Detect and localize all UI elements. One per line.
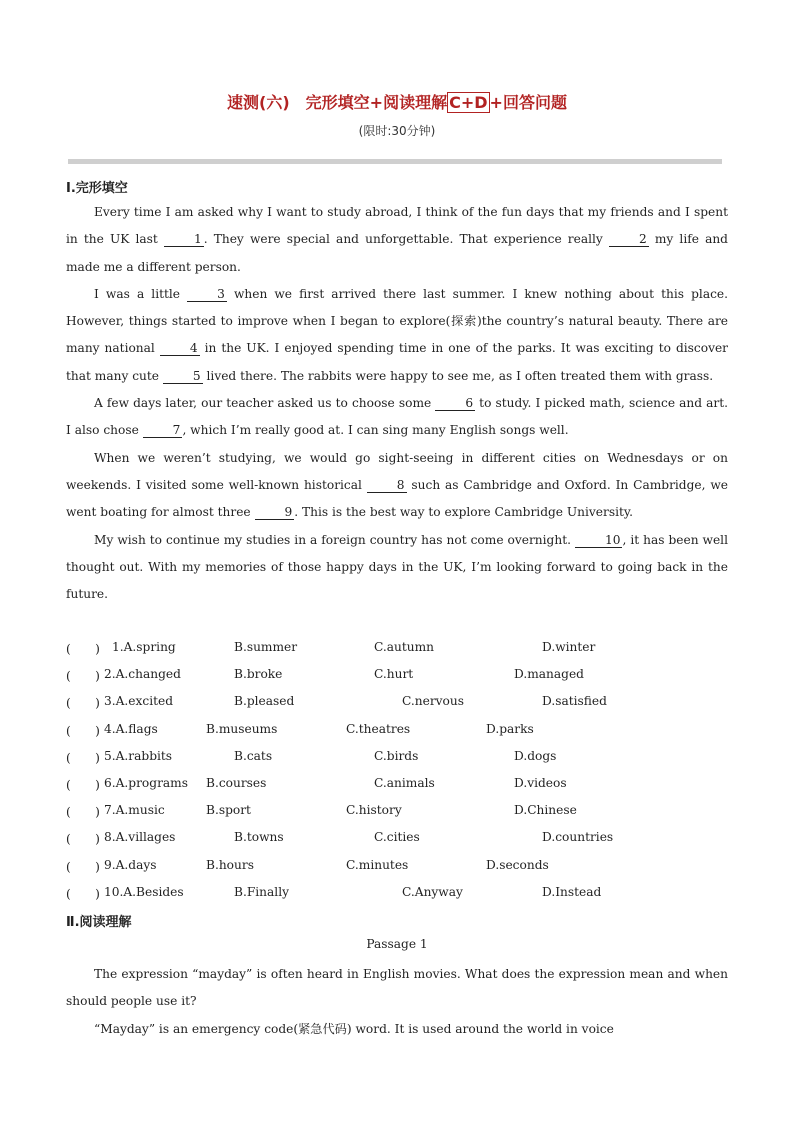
option-b: B.pleased [234,694,295,709]
option-d: D.dogs [514,748,557,763]
option-row [66,663,746,690]
option-c: C.autumn [374,640,435,654]
option-d: D.parks [486,721,534,736]
options-list [66,636,746,908]
answer-paren[interactable]: ( ) [66,669,100,684]
option-d: D.Chinese [514,803,577,818]
option-a: 4.A.flags [104,721,158,736]
blank-3[interactable]: 3 [187,287,227,302]
paragraph: I was a little 3 when we first arrived there last summer. I knew nothing about this place. However, things started to improve when I began to explore(探索)the country’s natural beauty. There are many national 4 in the UK. I enjoyed spending time in one of the parks. It was exciting to discover that many cute 5 lived there. The rabbits were happy to see me, as I often treated them with grass. [66,286,728,383]
answer-paren[interactable]: ( ) [66,805,100,820]
blank-4[interactable]: 4 [160,341,200,356]
reading-passage [66,961,728,1043]
option-row [66,826,746,853]
blank-8[interactable]: 8 [367,478,407,493]
option-c: C.Anyway [402,884,463,899]
option-a: 10.A.Besides [104,884,184,899]
option-a: 1.A.spring [112,640,176,654]
option-b: B.Finally [234,884,289,899]
blank-10[interactable]: 10 [575,533,623,548]
answer-paren[interactable]: ( ) [66,777,100,792]
answer-paren[interactable]: ( ) [66,696,100,711]
option-a: 7.A.music [104,803,165,818]
option-b: B.museums [206,721,278,736]
option-c: C.theatres [346,721,411,736]
option-c: C.minutes [346,857,409,872]
option-c: C.cities [374,830,420,845]
option-row [66,772,746,799]
option-c: C.nervous [402,694,464,709]
passage-title: Passage 1 [366,937,428,951]
cloze-passage [66,199,728,608]
option-d: D.winter [542,640,596,654]
blank-9[interactable]: 9 [255,505,295,520]
time-limit: (限时:30分钟) [358,124,436,138]
option-d: D.seconds [486,857,549,872]
answer-paren[interactable]: ( ) [66,723,100,738]
option-a: 9.A.days [104,857,157,872]
answer-paren[interactable]: ( ) [66,859,100,874]
paragraph: The expression “mayday” is often heard in English movies. What does the expression mean and when should people use it? [66,967,728,1009]
option-d: D.countries [542,830,614,845]
blank-1[interactable]: 1 [164,232,204,247]
blank-2[interactable]: 2 [609,232,649,247]
option-d: D.Instead [542,884,602,899]
page-title: 速测(六) 完形填空+阅读理解 C+D +回答问题 [227,93,567,112]
answer-paren[interactable]: ( ) [66,886,100,901]
option-d: D.satisfied [542,694,607,709]
option-a: 5.A.rabbits [104,748,173,763]
section-heading-cloze: Ⅰ.完形填空 [66,181,128,196]
title-boxed-text: C+D [449,93,488,112]
answer-paren[interactable]: ( ) [66,642,100,656]
option-b: B.hours [206,857,254,872]
option-a: 3.A.excited [104,694,174,709]
option-b: B.summer [234,640,298,654]
option-b: B.courses [206,775,267,790]
option-b: B.towns [234,830,284,845]
paragraph: “Mayday” is an emergency code(紧急代码) word. It is used around the world in voice [94,1021,614,1036]
blank-6[interactable]: 6 [435,396,475,411]
option-row [66,799,746,826]
option-row [66,690,746,717]
option-a: 2.A.changed [104,667,181,682]
option-c: C.hurt [374,667,414,682]
option-row [66,745,746,772]
option-row [66,718,746,745]
option-b: B.cats [234,748,273,763]
option-row [66,636,746,663]
answer-paren[interactable]: ( ) [66,832,100,847]
option-c: C.animals [374,775,435,790]
option-d: D.managed [514,667,584,682]
blank-7[interactable]: 7 [143,423,183,438]
option-d: D.videos [514,775,567,790]
section-heading-reading: Ⅱ.阅读理解 [66,915,132,930]
option-row [66,854,746,881]
option-c: C.birds [374,748,419,763]
paragraph: When we weren’t studying, we would go sight-seeing in different cities on Wednesdays or on weekends. I visited some well-known historical 8 such as Cambridge and Oxford. In Cambridge, we went boating for almost three 9 . This is the best way to explore Cambridge University. [66,450,728,520]
answer-paren[interactable]: ( ) [66,750,100,765]
paragraph: Every time I am asked why I want to study abroad, I think of the fun days that my friends and I spent in the UK last 1 . They were special and unforgettable. That experience really 2 my life and made me a different person. [66,205,728,274]
option-row [66,881,746,908]
option-b: B.sport [206,803,251,818]
paragraph: A few days later, our teacher asked us to choose some 6 to study. I picked math, science and art. I also chose 7 , which I’m really good at. I can sing many English songs well. [66,396,728,438]
option-a: 8.A.villages [104,830,176,845]
option-a: 6.A.programs [104,775,188,790]
divider [68,159,722,164]
option-c: C.history [346,803,402,818]
blank-5[interactable]: 5 [163,369,203,384]
paragraph: My wish to continue my studies in a foreign country has not come overnight. 10 , it has been well thought out. With my memories of those happy days in the UK, I’m looking forward to going back in the future. [66,532,728,602]
option-b: B.broke [234,667,283,682]
